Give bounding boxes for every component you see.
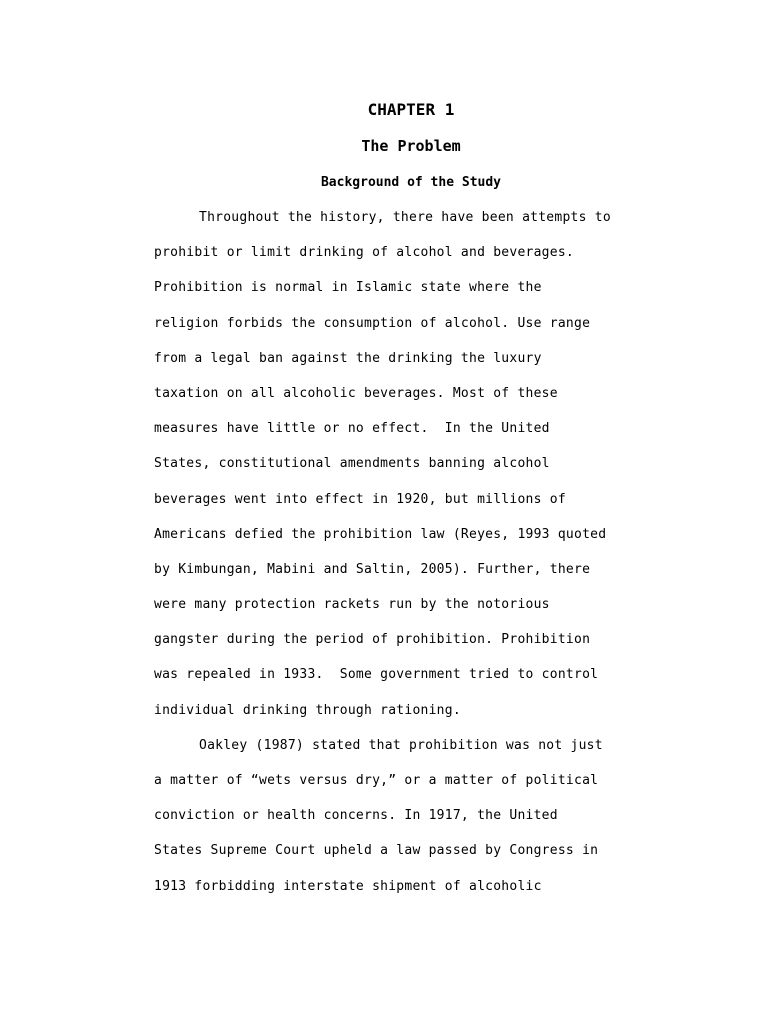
text-line: Americans defied the prohibition law (Reyes, 1993 quoted	[154, 526, 607, 542]
text-line: by Kimbungan, Mabini and Saltin, 2005). Further, there	[154, 561, 591, 577]
text-line: gangster during the period of prohibition. Prohibition	[154, 632, 591, 648]
text-line: were many protection rackets run by the notorious	[154, 597, 550, 613]
text-line: Oakley (1987) stated that prohibition was not just	[199, 737, 603, 753]
subsection-title: Background of the Study	[320, 175, 501, 190]
text-line: Throughout the history, there have been attempts to	[199, 210, 611, 225]
text-line: a matter of “wets versus dry,” or a matter of political	[154, 773, 599, 788]
text-line: from a legal ban against the drinking the luxury	[154, 350, 542, 366]
text-line: 1913 forbidding interstate shipment of alcoholic	[154, 878, 542, 894]
text-line: States Supreme Court upheld a law passed by Congress in	[154, 843, 599, 859]
text-line: individual drinking through rationing.	[154, 702, 461, 718]
text-line: taxation on all alcoholic beverages. Most of these	[154, 385, 558, 401]
section-title: The Problem	[361, 137, 461, 155]
text-line: measures have little or no effect. In the United	[154, 421, 550, 437]
text-line: prohibit or limit drinking of alcohol and beverages.	[154, 245, 574, 261]
text-line: conviction or health concerns. In 1917, the United	[154, 808, 558, 824]
text-line: religion forbids the consumption of alcohol. Use range	[154, 315, 591, 331]
chapter-title: CHAPTER 1	[367, 100, 455, 119]
text-line: beverages went into effect in 1920, but millions of	[154, 491, 566, 507]
text-line: was repealed in 1933. Some government tried to control	[154, 667, 599, 683]
text-line: Prohibition is normal in Islamic state where the	[154, 280, 542, 296]
body-text	[154, 208, 674, 912]
text-line: States, constitutional amendments banning alcohol	[154, 456, 550, 472]
